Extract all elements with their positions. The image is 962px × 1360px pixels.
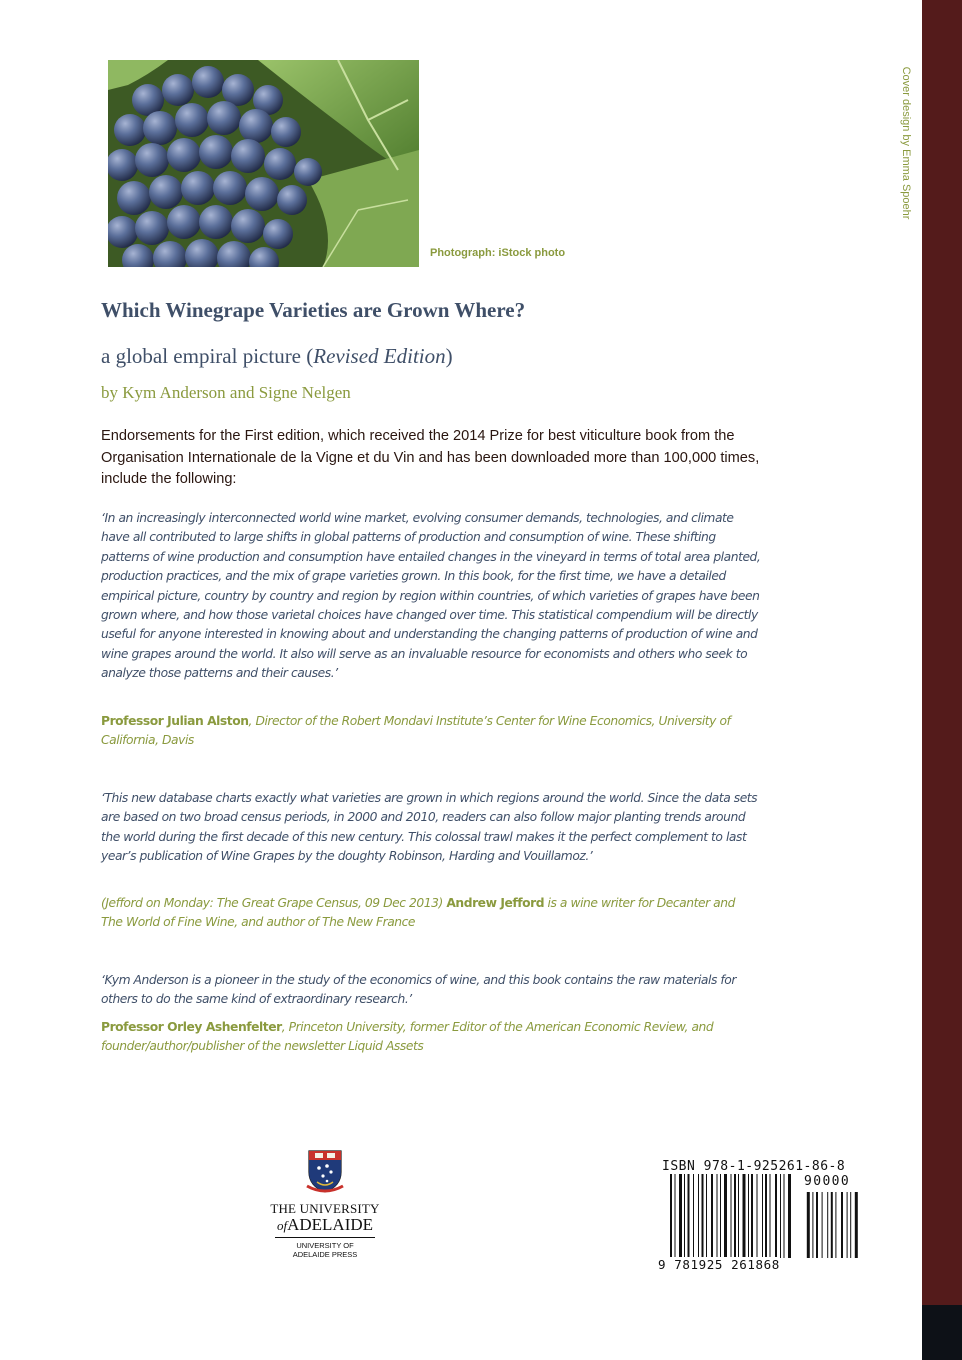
addon-barcode-bar bbox=[827, 1192, 828, 1258]
publisher-line-1: THE UNIVERSITY bbox=[270, 1201, 380, 1216]
barcode-bar bbox=[731, 1174, 732, 1258]
press-line-1: UNIVERSITY OF bbox=[296, 1241, 354, 1250]
endorsement-quote-1: ‘In an increasingly interconnected world wine market, evolving consumer demands, technologies, and climate have all contributed to large shifts in global patterns of production and consumption of wine. These shifting patterns of wine production and consumption have entailed changes in the vineyard in terms of total area planted, production practices, and the mix of grape varieties grown. In this book, for the first time, we have a detailed empirical picture, country by country and region by region within countries, of which varieties of grapes have been grown where, and how those varietal choices have changed over time. This statistical compendium will be directly useful for anyone interested in knowing about and understanding the changing patterns of production of wine and wine grapes around the world. It also will serve as an invaluable resource for economists and others who seek to analyze those patterns and their causes.’ bbox=[101, 511, 761, 681]
endorsement-attribution-1: Professor Julian Alston, Director of the Robert Mondavi Institute’s Center for Wine Economics, University of California, Davis bbox=[101, 714, 731, 748]
barcode-bar bbox=[788, 1174, 791, 1258]
barcode-bar bbox=[693, 1174, 694, 1258]
cover-design-credit: Cover design by Emma Spoehr bbox=[900, 66, 912, 220]
spine-bottom-band bbox=[922, 1305, 962, 1360]
barcode-bar bbox=[698, 1174, 699, 1258]
addon-barcode-bar bbox=[855, 1192, 858, 1258]
barcode-bar bbox=[762, 1174, 763, 1258]
addon-barcode-bar bbox=[850, 1192, 851, 1258]
price-code: 90000 bbox=[804, 1174, 851, 1189]
barcode-bar bbox=[780, 1174, 781, 1258]
barcode-bar bbox=[679, 1174, 682, 1258]
barcode-bar bbox=[720, 1174, 721, 1258]
addon-barcode-bar bbox=[807, 1192, 810, 1258]
barcode-bar bbox=[734, 1174, 736, 1258]
barcode-bar bbox=[784, 1174, 785, 1258]
endorsement-quote-3: ‘Kym Anderson is a pioneer in the study of the economics of wine, and this book contains the raw materials for others to do the same kind of extraordinary research.’ bbox=[101, 973, 736, 1007]
barcode-bar bbox=[702, 1174, 704, 1258]
book-authors: by Kym Anderson and Signe Nelgen bbox=[101, 383, 351, 402]
logo-divider bbox=[275, 1237, 375, 1238]
addon-barcode-bar bbox=[831, 1192, 833, 1258]
book-subtitle: a global empiral picture (Revised Edition) bbox=[101, 344, 453, 368]
barcode-bar bbox=[684, 1174, 685, 1258]
barcode-bar bbox=[765, 1174, 767, 1258]
barcode-bar bbox=[743, 1174, 746, 1258]
barcode-bar bbox=[775, 1174, 777, 1258]
barcode-bar bbox=[748, 1174, 749, 1258]
university-of-adelaide-logo bbox=[265, 1148, 385, 1258]
barcode-bar bbox=[738, 1174, 739, 1258]
barcode-bar bbox=[670, 1174, 672, 1258]
grape-illustration bbox=[108, 60, 419, 267]
addon-barcode-bar bbox=[822, 1192, 823, 1258]
spine-band bbox=[922, 0, 962, 1360]
publisher-line-2: ofADELAIDE bbox=[276, 1215, 374, 1234]
grape-photo bbox=[108, 60, 419, 267]
barcode-bar bbox=[724, 1174, 727, 1258]
book-title: Which Winegrape Varieties are Grown Where? bbox=[101, 298, 526, 322]
photo-caption: Photograph: iStock photo bbox=[430, 247, 566, 259]
addon-barcode-bar bbox=[812, 1192, 813, 1258]
endorsement-attribution-3: Professor Orley Ashenfelter, Princeton University, former Editor of the American Economic Review, and founder/author/publisher of the newsletter Liquid Assets bbox=[101, 1020, 714, 1054]
addon-barcode-bar bbox=[847, 1192, 848, 1258]
endorsements-intro: Endorsements for the First edition, which received the 2014 Prize for best viticulture book from the Organisation Internationale de la Vigne et du Vin and has been downloaded more than 100,000 times, include the following: bbox=[101, 428, 760, 487]
isbn-label: ISBN 978-1-925261-86-8 bbox=[662, 1159, 846, 1174]
addon-barcode-bar bbox=[835, 1192, 836, 1258]
barcode-bar bbox=[717, 1174, 718, 1258]
endorsement-attribution-2: (Jefford on Monday: The Great Grape Census, 09 Dec 2013) Andrew Jefford is a wine writer for Decanter and The World of Fine Wine, and author of The New France bbox=[101, 896, 735, 930]
endorsement-quote-2: ‘This new database charts exactly what varieties are grown in which regions around the world. Since the data sets are based on two broad census periods, in 2000 and 2010, readers can also follow major planting trends around the world during the first decade of this new century. This colossal trawl makes it the perfect complement to last year’s publication of Wine Grapes by the doughty Robinson, Harding and Vouillamoz.’ bbox=[101, 791, 758, 864]
barcode-bar bbox=[706, 1174, 707, 1258]
addon-barcode-bar bbox=[816, 1192, 818, 1258]
barcode-bar bbox=[675, 1174, 676, 1258]
barcode-bar bbox=[757, 1174, 758, 1258]
barcode-bar bbox=[688, 1174, 690, 1258]
ean-digits: 9 781925 261868 bbox=[658, 1257, 780, 1272]
barcode-bar bbox=[751, 1174, 753, 1258]
university-crest-icon bbox=[305, 1148, 345, 1194]
press-line-2: ADELAIDE PRESS bbox=[292, 1250, 358, 1259]
addon-barcode-bar bbox=[841, 1192, 843, 1258]
barcode-bar bbox=[711, 1174, 713, 1258]
barcode-bar bbox=[770, 1174, 771, 1258]
